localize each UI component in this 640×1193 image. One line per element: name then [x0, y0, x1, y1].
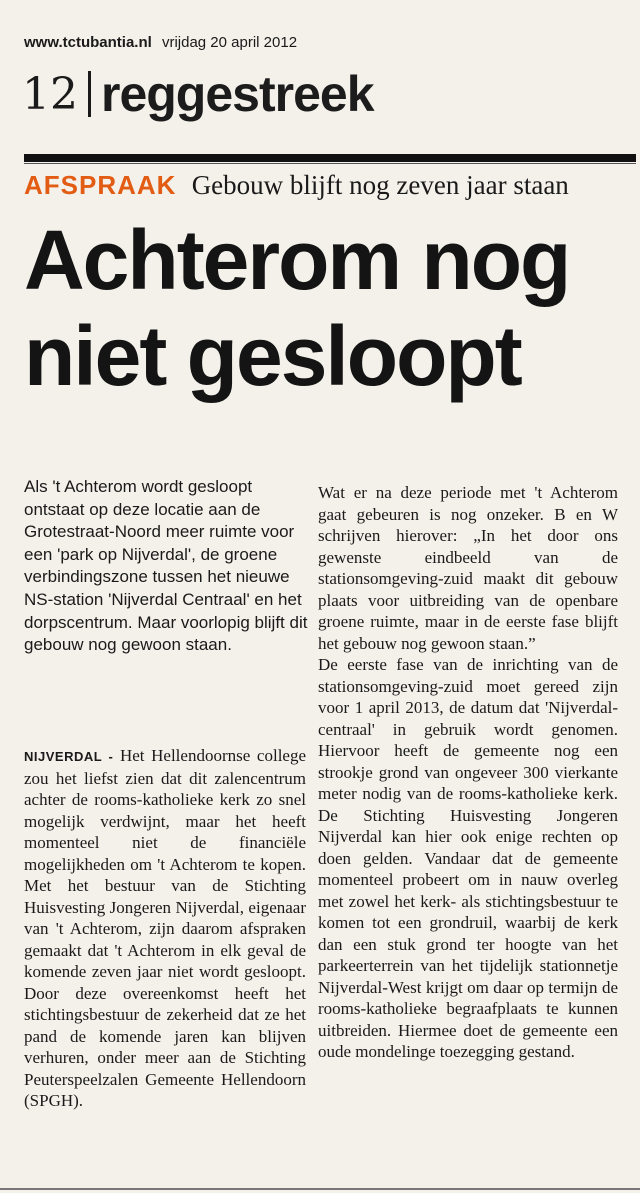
header-rule	[24, 154, 636, 162]
section-title: reggestreek	[101, 66, 374, 122]
section-divider	[88, 71, 91, 117]
body-paragraph-1	[24, 745, 306, 1112]
section-bar	[22, 64, 374, 124]
body-paragraph-3: De eerste fase van de inrichting van de stationsomgeving-zuid moet gereed zijn voor 1 april 2013, de datum dat 'Nijverdal-centraal' in gebruik wordt genomen. Hiervoor heeft de gemeente nog een strookje grond van ongeveer 300 vierkante meter nodig van de rooms-katholieke kerk. De Stichting Huisvesting Jongeren Nijverdal kan hier ook enige rechten op doen gelden. Vandaar dat de gemeente momenteel probeert om in nauw overleg met zowel het kerk- als stichtingsbestuur te komen tot een grondruil, waarbij de kerk dan een stuk grond ter hoogte van het parkeerterrein van het tijdelijk stationnetje Nijverdal-West krijgt om daar op termijn de rooms-katholieke begraafplaats te kunnen uitbreiden. Hiermee doet de gemeente een oude mondelinge toezegging gestand.	[318, 655, 618, 1061]
page-header	[24, 34, 297, 51]
headline-line-1: Achterom nog	[24, 213, 570, 307]
kicker-tag: AFSPRAAK	[24, 170, 177, 200]
header-rule-thin	[24, 163, 636, 164]
dateline: NIJVERDAL -	[24, 749, 114, 764]
article-column-right	[318, 482, 618, 1063]
article-lead: Als 't Achterom wordt gesloopt ontstaat op deze locatie aan de Grotestraat-Noord meer ruimte voor een 'park op Nijverdal', de groene verbindingszone tussen het nieuwe NS-station 'Nijverdal Centraal' en het dorpscentrum. Maar voorlopig blijft dit gebouw nog gewoon staan.	[24, 477, 308, 655]
page-bottom-rule	[0, 1188, 640, 1190]
page-number: 12	[22, 68, 78, 120]
issue-date: vrijdag 20 april 2012	[161, 34, 298, 51]
kicker-text: Gebouw blijft nog zeven jaar staan	[191, 170, 569, 200]
headline-line-2: niet gesloopt	[24, 309, 521, 403]
headline	[24, 212, 636, 404]
body-paragraph-2: Wat er na deze periode met 't Achterom gaat gebeuren is nog onzeker. B en W schrijven hierover: „In het door ons gewenste eindbeeld van de stationsomgeving-zuid maakt dit gebouw plaats voor uitbreiding van de openbare groene ruimte, maar in de eerste fase blijft het gebouw nog gewoon staan.”	[318, 483, 618, 653]
kicker	[24, 170, 569, 201]
body-paragraph-1-text: Het Hellendoornse college zou het liefst zien dat dit zalencentrum achter de rooms-katholieke kerk zo snel mogelijk verdwijnt, maar het heeft momenteel niet de financiële mogelijkheden om 't Achterom te kopen. Met het bestuur van de Stichting Huisvesting Jongeren Nijverdal, eigenaar van 't Achterom, zijn daarom afspraken gemaakt dat 't Achterom in elk geval de komende zeven jaar niet wordt gesloopt. Door deze overeenkomst heeft het stichtingsbestuur de zekerheid dat ze het pand de komende jaren kan blijven verhuren, onder meer aan de Stichting Peuterspeelzalen Gemeente Hellendoorn (SPGH).	[24, 746, 307, 1110]
site-url: www.tctubantia.nl	[24, 34, 152, 51]
article-column-left	[24, 745, 306, 1112]
